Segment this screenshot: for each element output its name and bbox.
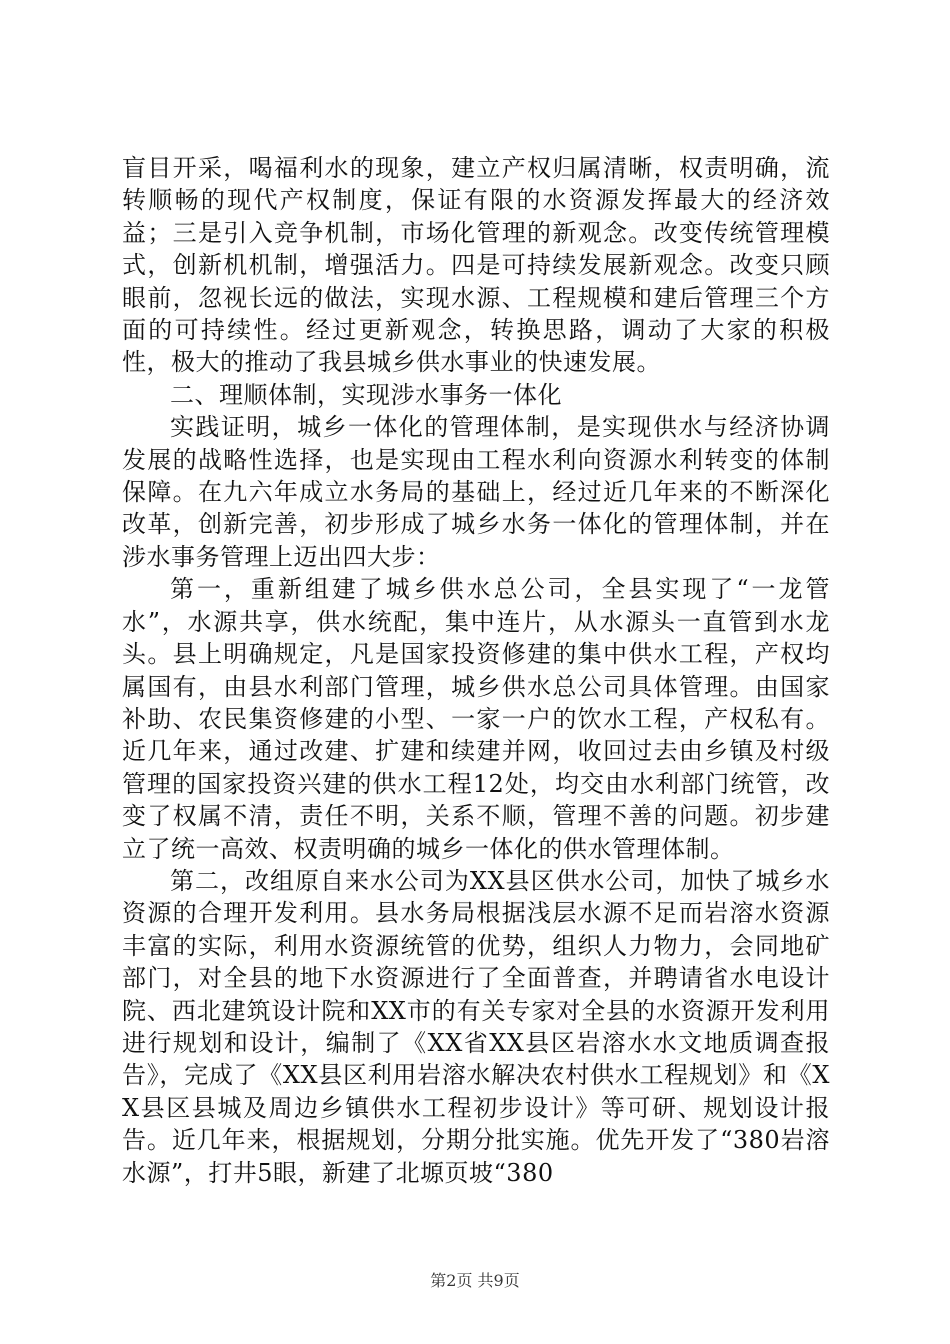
paragraph-second-step: 第二，改组原自来水公司为XX县区供水公司，加快了城乡水资源的合理开发利用。县水务局根据浅层水源不足而岩溶水资源丰富的实际，利用水资源统管的优势，组织人力物力，会同地矿部门，对全县的地下水资源进行了全面普查，并聘请省水电设计院、西北建筑设计院和XX市的有关专家对全县的水资源开发利用进行规划和设计，编制了《XX省XX县区岩溶水水文地质调查报告》，完成了《XX县区利用岩溶水解决农村供水工程规划》和《XX县区县城及周边乡镇供水工程初步设计》等可研、规划设计报告。近几年来，根据规划，分期分批实施。优先开发了“380岩溶水源”，打井5眼，新建了北塬页坡“380 (122, 866, 830, 1187)
paragraph-continuation: 盲目开采，喝福利水的现象，建立产权归属清晰，权责明确，流转顺畅的现代产权制度，保证有限的水资源发挥最大的经济效益；三是引入竞争机制，市场化管理的新观念。改变传统管理模式，创新机机制，增强活力。四是可持续发展新观念。改变只顾眼前，忽视长远的做法，实现水源、工程规模和建后管理三个方面的可持续性。经过更新观念，转换思路，调动了大家的积极性，极大的推动了我县城乡供水事业的快速发展。 (122, 154, 830, 377)
document-body (122, 152, 830, 1189)
page-footer: 第2页 共9页 (430, 1271, 520, 1290)
paragraph-first-step: 第一，重新组建了城乡供水总公司，全县实现了“一龙管水”，水源共享，供水统配，集中连片，从水源头一直管到水龙头。县上明确规定，凡是国家投资修建的集中供水工程，产权均属国有，由县水利部门管理，城乡供水总公司具体管理。由国家补助、农民集资修建的小型、一家一户的饮水工程，产权私有。近几年来，通过改建、扩建和续建并网，收回过去由乡镇及村级管理的国家投资兴建的供水工程12处，均交由水利部门统管，改变了权属不清，责任不明，关系不顺，管理不善的问题。初步建立了统一高效、权责明确的城乡一体化的供水管理体制。 (122, 575, 830, 863)
section-heading: 二、理顺体制，实现涉水事务一体化 (170, 380, 562, 409)
paragraph-practice: 实践证明，城乡一体化的管理体制，是实现供水与经济协调发展的战略性选择，也是实现由工程水利向资源水利转变的体制保障。在九六年成立水务局的基础上，经过近几年来的不断深化改革，创新完善，初步形成了城乡水务一体化的管理体制，并在涉水事务管理上迈出四大步： (122, 413, 830, 571)
